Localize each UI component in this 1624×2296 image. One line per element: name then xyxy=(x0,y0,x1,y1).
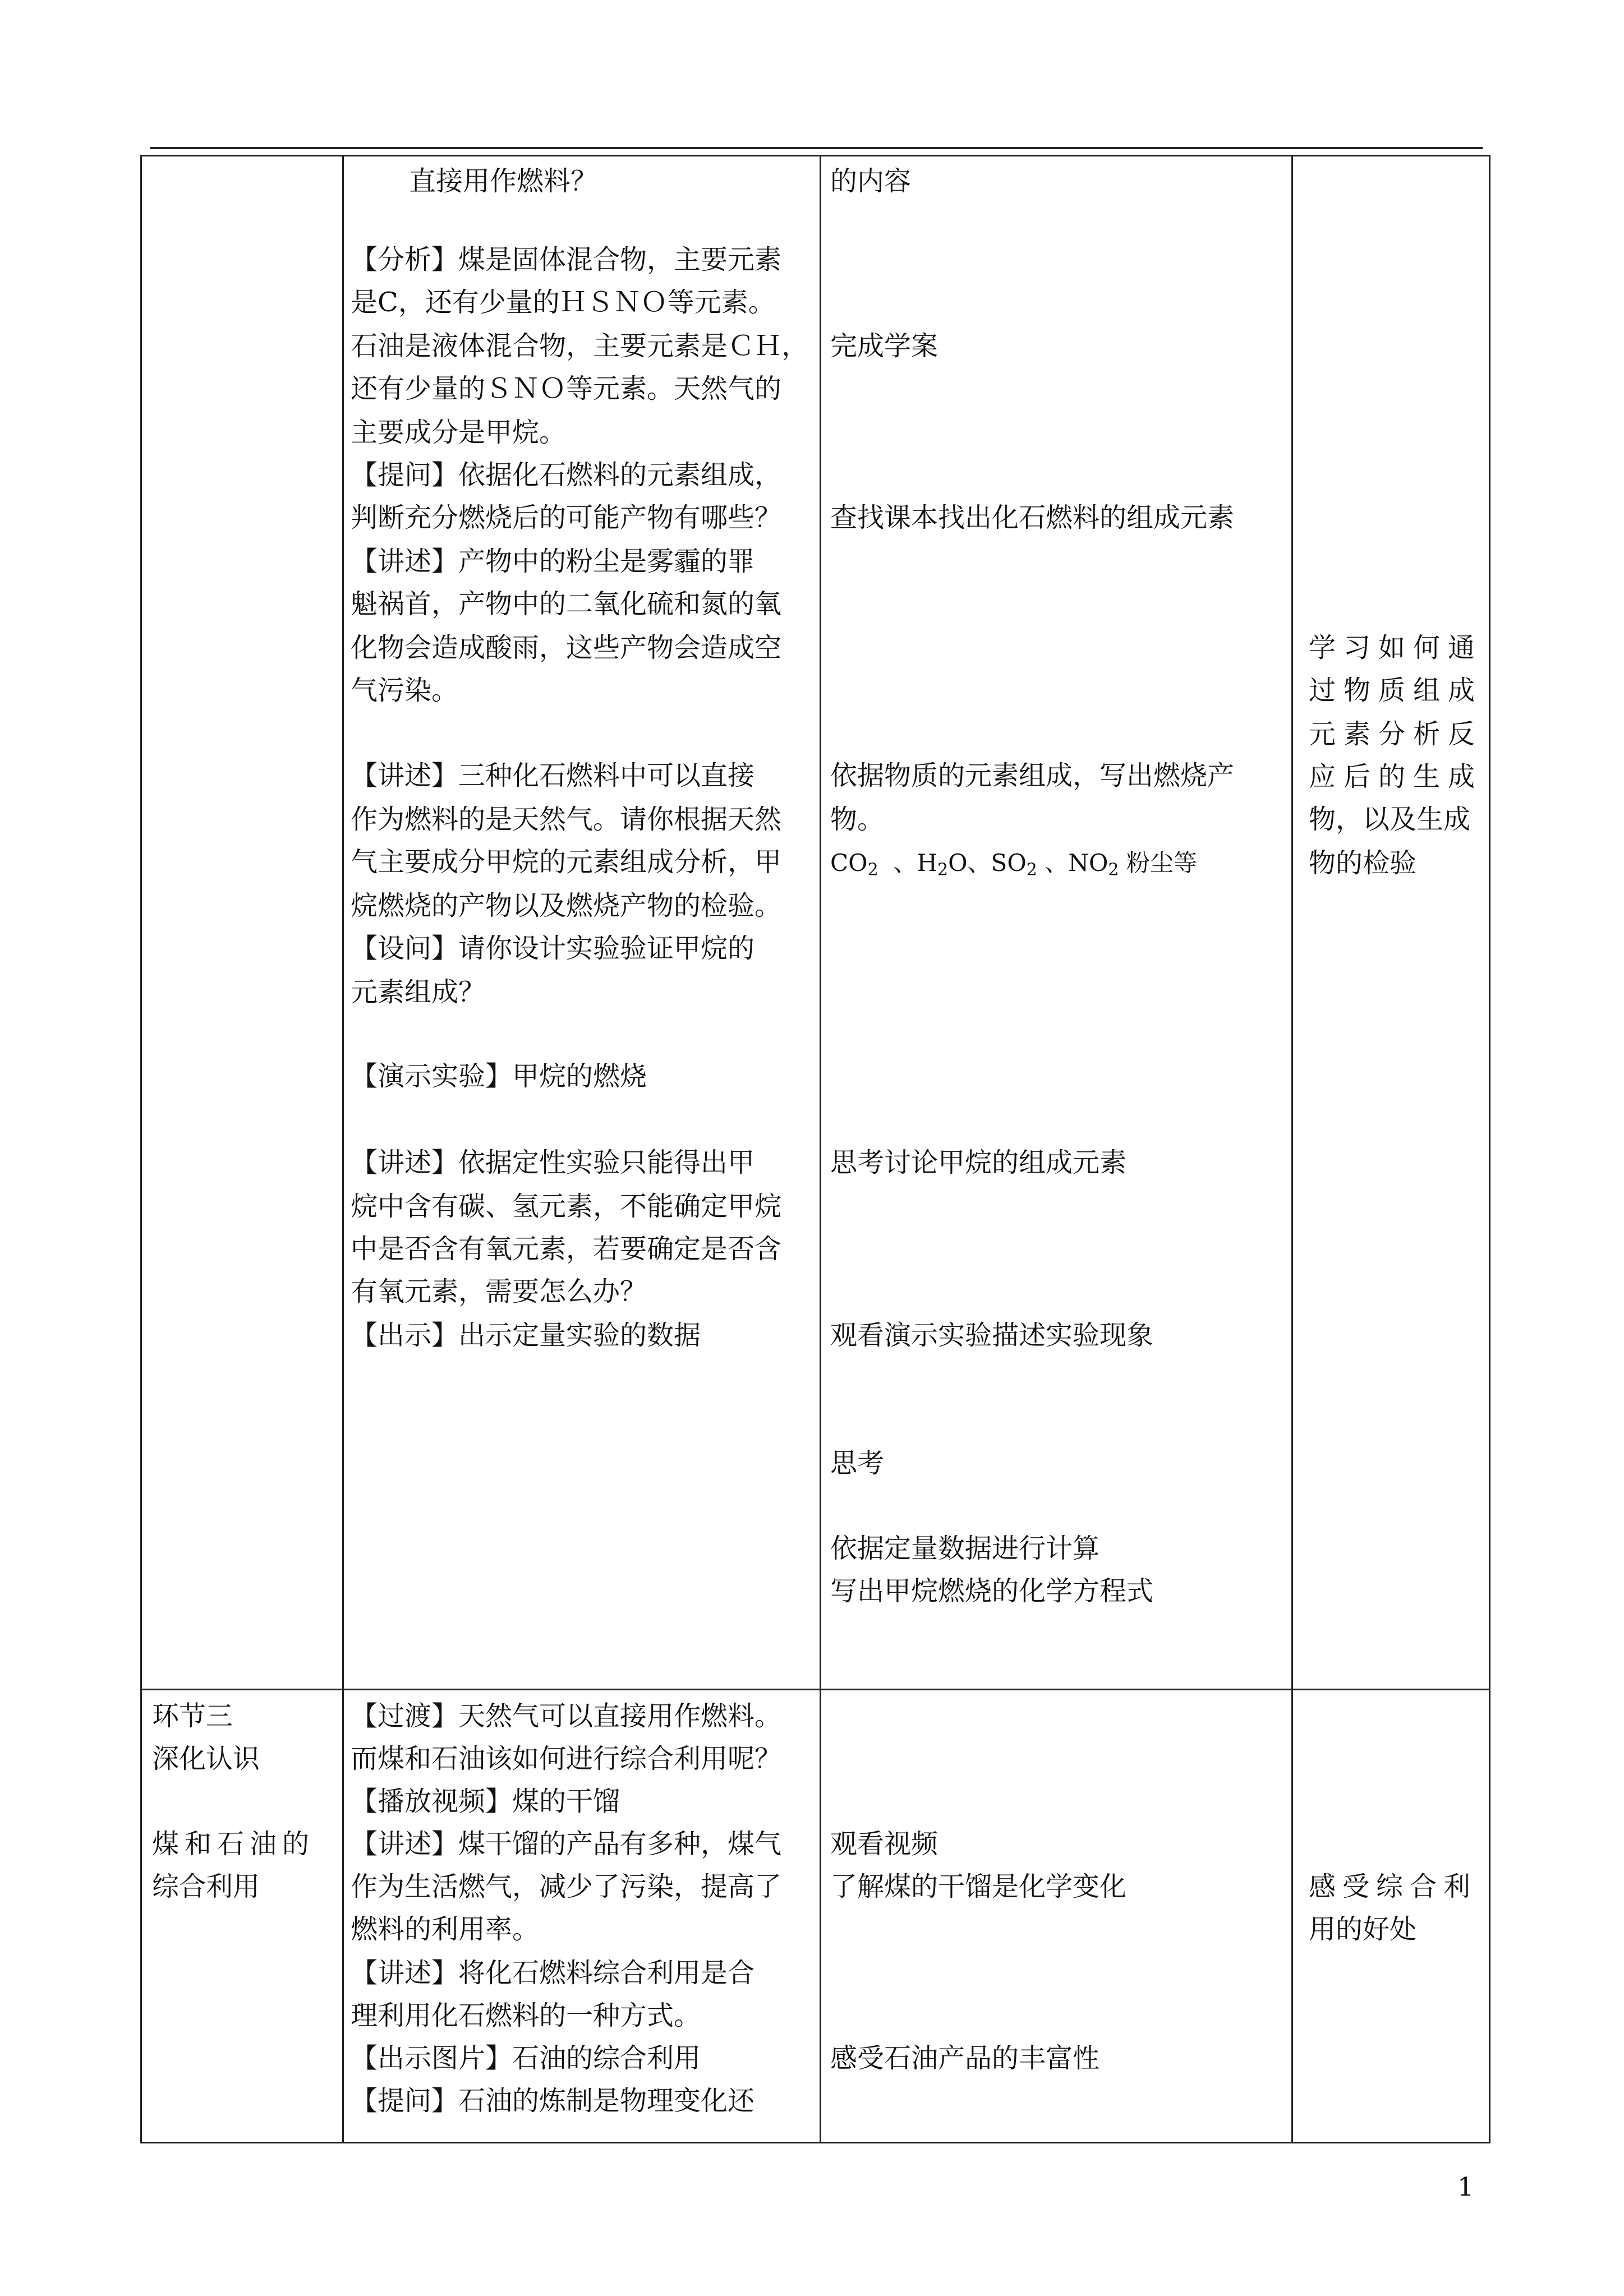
table-row xyxy=(141,156,1490,1690)
combustion-products-line xyxy=(830,842,1197,884)
text-line: 【讲述】产物中的粉尘是雾霾的罪 xyxy=(351,546,755,577)
text-line: 查找课本找出化石燃料的组成元素 xyxy=(830,502,1235,533)
text-line: 环节三 xyxy=(152,1700,233,1732)
design-intent-cell xyxy=(1292,1690,1490,2143)
text-line: 【讲述】三种化石燃料中可以直接 xyxy=(351,760,755,791)
text-line: 【讲述】依据定性实验只能得出甲 xyxy=(351,1147,755,1178)
text-line: 【播放视频】煤的干馏 xyxy=(351,1786,620,1817)
text-line: 烷中含有碳、氢元素，不能确定甲烷 xyxy=(351,1191,782,1222)
text-line: 化物会造成酸雨，这些产物会造成空 xyxy=(351,632,782,663)
text-line: 学习如何通 xyxy=(1309,632,1483,663)
text-line: 还有少量的ＳＮＯ等元素。天然气的 xyxy=(351,373,782,404)
subscript: 2 xyxy=(1026,860,1037,880)
text-line: 感受石油产品的丰富性 xyxy=(830,2043,1100,2074)
text-line: 思考 xyxy=(830,1447,885,1479)
text-line: 完成学案 xyxy=(830,330,938,362)
text-line: 【设问】请你设计实验验证甲烷的 xyxy=(351,933,755,964)
text-line: 依据物质的元素组成，写出燃烧产 xyxy=(830,760,1235,791)
text-line: 感受综合利 xyxy=(1309,1871,1478,1902)
text-line: 思考讨论甲烷的组成元素 xyxy=(830,1147,1127,1178)
text-line: 【讲述】将化石燃料综合利用是合 xyxy=(351,1957,755,1989)
stage-cell xyxy=(141,1690,343,2143)
text-line: 气主要成分甲烷的元素组成分析，甲 xyxy=(351,846,782,878)
page-number: 1 xyxy=(1457,2171,1474,2202)
text-line: 理利用化石燃料的一种方式。 xyxy=(351,2000,701,2031)
text-line: 有氧元素，需要怎么办？ xyxy=(351,1276,647,1307)
text-line: 作为燃料的是天然气。请你根据天然 xyxy=(351,804,782,835)
text-line: 魁祸首，产物中的二氧化硫和氮的氧 xyxy=(351,588,782,620)
text-line: 气污染。 xyxy=(351,675,459,706)
text-line: 是C，还有少量的ＨＳＮＯ等元素。 xyxy=(351,287,775,318)
header-rule xyxy=(150,147,1483,149)
text-line: 煤和石油的 xyxy=(152,1828,315,1860)
text-line: 判断充分燃烧后的可能产物有哪些？ xyxy=(351,502,782,533)
text-line: 【分析】煤是固体混合物，主要元素 xyxy=(351,244,782,275)
text-line: 【过渡】天然气可以直接用作燃料。 xyxy=(351,1700,782,1732)
text-line: 主要成分是甲烷。 xyxy=(351,417,567,448)
product-co: CO xyxy=(830,849,868,877)
text-line: 直接用作燃料？ xyxy=(409,165,598,197)
text-line: 的内容 xyxy=(830,165,912,197)
text-line: 元素组成？ xyxy=(351,976,486,1008)
lesson-plan-table xyxy=(140,155,1490,2143)
text-line: 物，以及生成 xyxy=(1309,804,1471,835)
teacher-activity-cell xyxy=(343,1690,821,2143)
text-line: 【讲述】煤干馏的产品有多种，煤气 xyxy=(351,1828,782,1860)
product-h: 、H xyxy=(878,849,938,877)
text-line: 【提问】依据化石燃料的元素组成， xyxy=(351,459,782,491)
text-line: 烷燃烧的产物以及燃烧产物的检验。 xyxy=(351,890,782,921)
text-line: 【出示图片】石油的综合利用 xyxy=(351,2043,701,2074)
text-line: 石油是液体混合物，主要元素是ＣＨ， xyxy=(351,330,809,362)
text-line: 依据定量数据进行计算 xyxy=(830,1533,1100,1564)
text-line: 过物质组成 xyxy=(1309,675,1483,706)
text-line: 【提问】石油的炼制是物理变化还 xyxy=(351,2085,755,2117)
product-dust: 粉尘等 xyxy=(1119,849,1197,877)
text-line: 而煤和石油该如何进行综合利用呢？ xyxy=(351,1743,782,1774)
text-line: 燃料的利用率。 xyxy=(351,1914,540,1945)
subscript: 2 xyxy=(937,860,949,880)
text-line: 物的检验 xyxy=(1309,847,1417,879)
product-no: 、NO xyxy=(1037,849,1108,877)
subscript: 2 xyxy=(867,860,878,880)
student-activity-cell xyxy=(821,156,1292,1690)
text-line: 物。 xyxy=(830,804,885,835)
text-line: 作为生活燃气，减少了污染，提高了 xyxy=(351,1871,782,1902)
text-line: 【出示】出示定量实验的数据 xyxy=(351,1320,701,1351)
text-line: 元素分析反 xyxy=(1309,718,1483,750)
text-line: 观看视频 xyxy=(830,1828,938,1860)
student-activity-cell xyxy=(821,1690,1292,2143)
product-o-so: O、SO xyxy=(948,849,1027,877)
text-line: 综合利用 xyxy=(152,1871,260,1902)
text-line: 中是否含有氧元素，若要确定是否含 xyxy=(351,1233,782,1265)
table-row xyxy=(141,1690,1490,2143)
stage-cell xyxy=(141,156,343,1690)
text-line: 深化认识 xyxy=(152,1743,260,1774)
text-line: 了解煤的干馏是化学变化 xyxy=(830,1871,1127,1902)
text-line: 写出甲烷燃烧的化学方程式 xyxy=(830,1575,1154,1607)
text-line: 【演示实验】甲烷的燃烧 xyxy=(351,1061,647,1092)
teacher-activity-cell xyxy=(343,156,821,1690)
design-intent-cell xyxy=(1292,156,1490,1690)
text-line: 用的好处 xyxy=(1309,1914,1417,1945)
text-line: 应后的生成 xyxy=(1309,761,1483,792)
text-line: 观看演示实验描述实验现象 xyxy=(830,1320,1154,1351)
subscript: 2 xyxy=(1108,860,1119,880)
